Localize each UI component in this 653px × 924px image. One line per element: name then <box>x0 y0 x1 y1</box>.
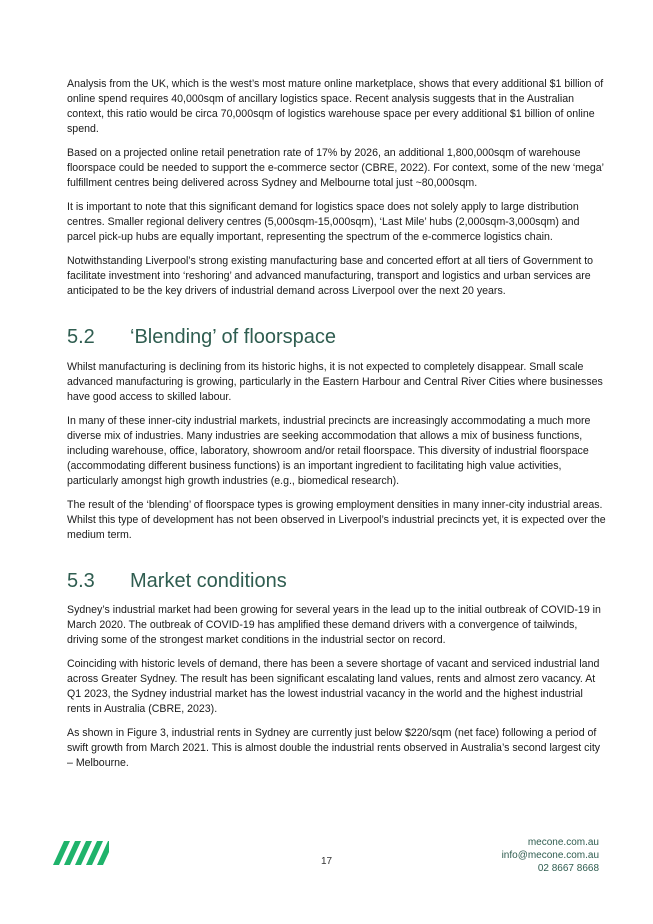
document-body <box>67 77 607 780</box>
section-heading-5-2 <box>67 325 607 349</box>
section-number: 5.3 <box>67 570 95 592</box>
paragraph: Analysis from the UK, which is the west’s most mature online marketplace, shows that every additional $1 billion of online spend requires 40,000sqm of ancillary logistics space. Recent analysis suggests that in the Australian context, this ratio would be circa 70,000sqm of logistics warehouse space per every additional $1 billion of online spend. <box>67 78 604 135</box>
section-number: 5.2 <box>67 326 95 348</box>
phone-number: 02 8667 8668 <box>537 863 599 874</box>
page-number: 17 <box>320 856 333 867</box>
paragraph: Based on a projected online retail penetration rate of 17% by 2026, an additional 1,800,000sqm of warehouse floorspace could be needed to support the e-commerce sector (CBRE, 2022). For context, some of the new ‘mega’ fulfillment centres being delivered across Sydney and Melbourne total just ~80,000sqm. <box>67 147 604 189</box>
email-link[interactable]: info@mecone.com.au <box>501 850 599 861</box>
paragraph: Coinciding with historic levels of demand, there has been a severe shortage of vacant and serviced industrial land across Greater Sydney. The result has been significant escalating land values, rents and almost zero vacancy. At Q1 2023, the Sydney industrial market has the lowest industrial vacancy in the world and the highest industrial rents in Australia (CBRE, 2023). <box>67 658 600 715</box>
paragraph: As shown in Figure 3, industrial rents in Sydney are currently just below $220/sqm (net face) following a period of swift growth from March 2021. This is almost double the industrial rents observed in Australia’s second largest city – Melbourne. <box>67 727 601 769</box>
section-title: Market conditions <box>130 570 287 592</box>
paragraph: The result of the ‘blending’ of floorspace types is growing employment densities in many inner-city industrial areas. Whilst this type of development has not been observed in Liverpool’s industrial precincts yet, it is expected over the medium term. <box>67 499 606 541</box>
paragraph: Whilst manufacturing is declining from its historic highs, it is not expected to completely disappear. Small scale advanced manufacturing is growing, particularly in the Eastern Harbour and Central River Cities where businesses have good access to skilled labour. <box>67 361 603 403</box>
website-link[interactable]: mecone.com.au <box>527 837 599 848</box>
paragraph: Notwithstanding Liverpool’s strong existing manufacturing base and concerted effort at all tiers of Government to facilitate investment into ‘reshoring’ and advanced manufacturing, transport and logistics and urban services are anticipated to be the key drivers of industrial demand across Liverpool over the next 20 years. <box>67 255 594 297</box>
section-title: ‘Blending’ of floorspace <box>130 326 337 348</box>
paragraph: Sydney’s industrial market had been growing for several years in the lead up to the initial outbreak of COVID-19 in March 2020. The outbreak of COVID-19 has amplified these demand drivers with a convergence of tailwinds, driving some of the strongest market conditions in the industrial sector on record. <box>67 604 601 646</box>
contact-block <box>502 836 599 875</box>
paragraph: It is important to note that this significant demand for logistics space does not solely apply to large distribution centres. Smaller regional delivery centres (5,000sqm-15,000sqm), ‘Last Mile’ hubs (2,000sqm-3,000sqm) and parcel pick-up hubs are equally important, representing the spectrum of the e-commerce logistics chain. <box>67 201 580 243</box>
section-heading-5-3 <box>67 569 607 593</box>
paragraph: In many of these inner-city industrial markets, industrial precincts are increasingly accommodating a much more diverse mix of industries. Many industries are seeking accommodation that allows a mix of business functions, including warehouse, office, laboratory, showroom and/or retail floorspace. This diversity of industrial floorspace (accommodating different business functions) is an important ingredient to facilitating high value activities, particularly amongst high growth industries (e.g., biomedical research). <box>67 415 591 487</box>
